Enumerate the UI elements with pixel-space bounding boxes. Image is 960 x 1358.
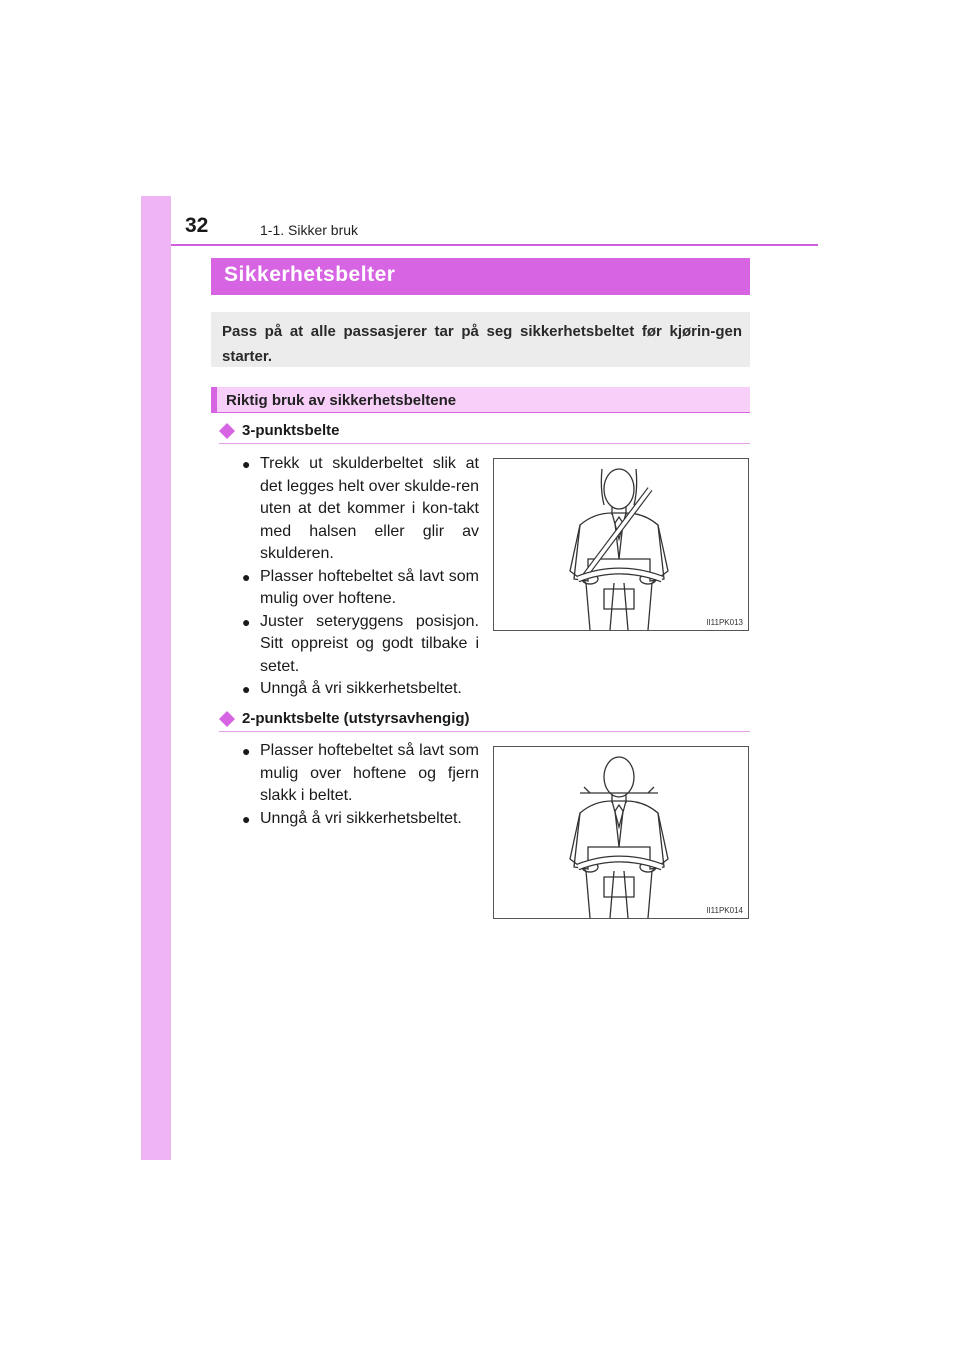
two-point-belt-illustration [493,746,749,919]
subsection-title: Riktig bruk av sikkerhetsbeltene [226,392,457,409]
list-item: ● Plasser hoftebeltet så lavt som mulig over hoftene. [242,567,479,607]
bullet-icon: ● [242,681,251,697]
intro-text: Pass på at alle passasjerer tar på seg sikkerhetsbeltet før kjørin-gen starter. [222,323,742,365]
list-item: ● Unngå å vri sikkerhetsbeltet. [243,678,479,701]
section-title-banner [211,258,750,295]
seated-person-three-point-belt [494,459,748,630]
diamond-icon [219,711,235,727]
figure-code: II11PK013 [706,618,743,627]
two-point-heading [219,709,750,732]
list-item: ● Plasser hoftebeltet så lavt som mulig over hoftene og fjern slakk i beltet. [242,742,479,804]
three-point-belt-illustration [493,458,749,631]
list-item: ● Trekk ut skulderbeltet slik at det legges helt over skulde-ren uten at det kommer i kon-takt med halsen eller glir av skulderen. [242,455,479,562]
bullet-icon: ● [242,810,251,827]
chapter-label: 1-1. Sikker bruk [260,222,359,238]
diamond-icon [219,423,235,439]
bullet-icon: ● [242,613,251,630]
three-point-heading [219,421,750,444]
page-number: 32 [185,214,209,237]
intro-box [211,312,750,367]
list-item: ● Juster seteryggens posisjon. Sitt oppreist og godt tilbake i setet. [242,612,479,675]
bullet-icon: ● [242,456,251,472]
header-rule [171,244,818,246]
two-point-bullets [243,740,479,830]
figure-code: II11PK014 [706,906,743,915]
bullet-icon: ● [242,568,251,585]
bullet-icon: ● [242,743,251,759]
two-point-heading-label: 2-punktsbelte (utstyrsavhengig) [242,710,470,727]
seated-person-two-point-belt [494,747,748,918]
chapter-side-bar [141,196,171,1160]
three-point-bullets [243,453,479,701]
three-point-heading-label: 3-punktsbelte [242,422,340,439]
section-title: Sikkerhetsbelter [224,263,396,286]
subsection-banner [211,387,750,413]
list-item: ● Unngå å vri sikkerhetsbeltet. [243,808,479,831]
